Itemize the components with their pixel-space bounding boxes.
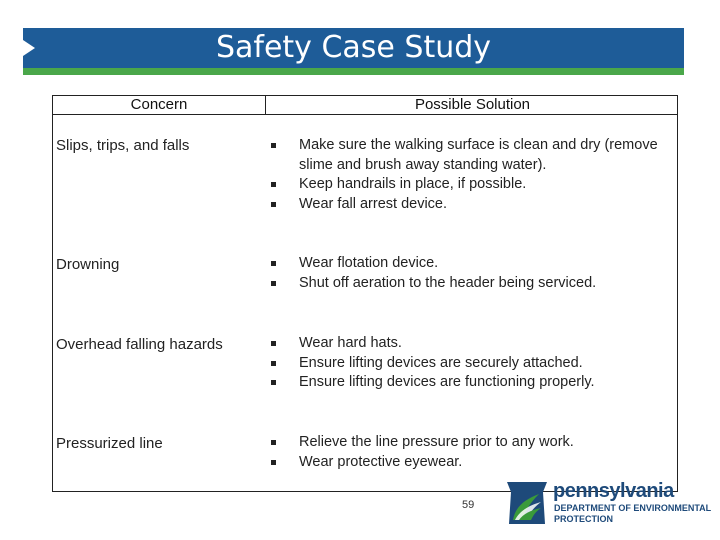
concern-cell: Pressurized line bbox=[56, 435, 163, 452]
safety-table bbox=[52, 95, 678, 492]
column-header-solution: Possible Solution bbox=[265, 96, 679, 114]
concern-cell: Slips, trips, and falls bbox=[56, 137, 190, 154]
bullet-icon bbox=[271, 182, 276, 187]
bullet-icon bbox=[271, 261, 276, 266]
slide-title: Safety Case Study bbox=[215, 30, 492, 65]
solution-list bbox=[271, 433, 671, 472]
title-underline-stripe bbox=[23, 68, 684, 75]
bullet-icon bbox=[271, 341, 276, 346]
bullet-icon bbox=[271, 460, 276, 465]
list-item: Make sure the walking surface is clean and dry (remove slime and brush away standing water). bbox=[271, 136, 671, 175]
bullet-icon bbox=[271, 143, 276, 148]
list-item: Ensure lifting devices are securely attached. bbox=[271, 354, 671, 374]
list-item: Wear fall arrest device. bbox=[271, 195, 671, 215]
list-item: Ensure lifting devices are functioning properly. bbox=[271, 373, 671, 393]
title-bar bbox=[23, 28, 684, 68]
list-item: Wear flotation device. bbox=[271, 254, 671, 274]
concern-cell: Drowning bbox=[56, 256, 120, 273]
bullet-icon bbox=[271, 202, 276, 207]
list-item: Relieve the line pressure prior to any work. bbox=[271, 433, 671, 453]
list-item: Wear protective eyewear. bbox=[271, 453, 671, 473]
concern-cell: Overhead falling hazards bbox=[56, 336, 223, 353]
solution-list bbox=[271, 136, 671, 214]
bullet-icon bbox=[271, 361, 276, 366]
bullet-icon bbox=[271, 281, 276, 286]
solution-list bbox=[271, 334, 671, 393]
logo-wordmark: pennsylvania bbox=[553, 480, 674, 502]
pa-dep-logo bbox=[505, 480, 715, 528]
list-item: Shut off aeration to the header being serviced. bbox=[271, 274, 671, 294]
logo-department: DEPARTMENT OF ENVIRONMENTAL PROTECTION bbox=[554, 503, 712, 524]
list-item: Keep handrails in place, if possible. bbox=[271, 175, 671, 195]
page-number: 59 bbox=[462, 499, 475, 511]
column-header-concern: Concern bbox=[130, 96, 188, 113]
solution-list bbox=[271, 254, 671, 293]
list-item: Wear hard hats. bbox=[271, 334, 671, 354]
bullet-icon bbox=[271, 440, 276, 445]
header-divider bbox=[53, 114, 677, 115]
bullet-icon bbox=[271, 380, 276, 385]
keystone-icon bbox=[505, 480, 549, 526]
